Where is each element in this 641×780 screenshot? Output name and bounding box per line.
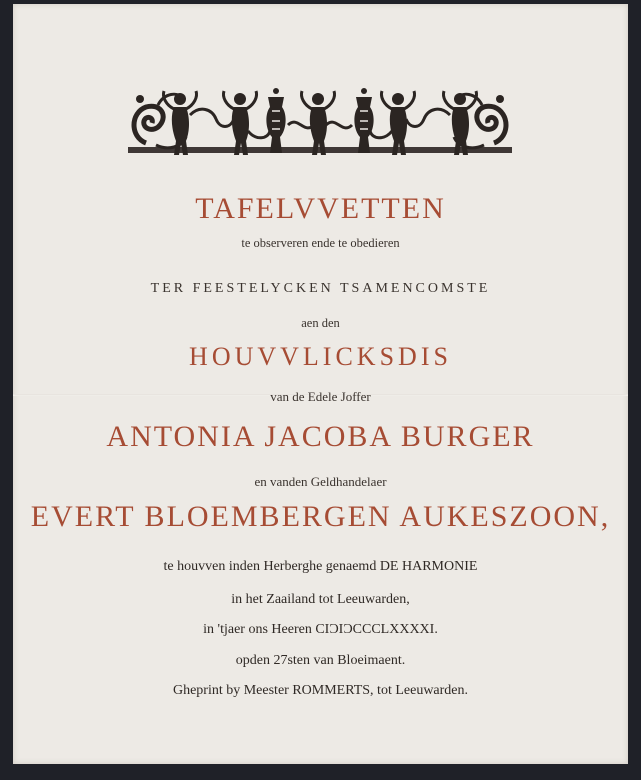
location-line: in het Zaailand tot Leeuwarden,	[231, 592, 410, 607]
groom-intro: en vanden Geldhandelaer	[254, 474, 387, 489]
bride-name: ANTONIA JACOBA BURGER	[106, 420, 535, 453]
aen-den-line: aen den	[301, 316, 340, 330]
year-line: in 'tjaer ons Heeren CIƆIƆCCCLXXXXI.	[203, 622, 438, 637]
wedding-heading: HOUVVLICKSDIS	[189, 342, 452, 371]
venue-line: te houvven inden Herberghe genaemd DE HARMONIE	[163, 559, 478, 574]
date-line: opden 27sten van Bloeimaent.	[235, 653, 406, 668]
subtitle-line: te observeren ende te obedieren	[241, 236, 400, 250]
document-title: TAFELVVETTEN	[195, 192, 446, 225]
bride-intro: van de Edele Joffer	[270, 389, 371, 404]
decorative-grotesque-border-icon	[128, 85, 512, 157]
gathering-line: TER FEESTELYCKEN TSAMENCOMSTE	[150, 281, 491, 296]
groom-name: EVERT BLOEMBERGEN AUKESZOON,	[30, 500, 611, 533]
printer-line: Gheprint by Meester ROMMERTS, tot Leeuwarden.	[172, 683, 469, 698]
